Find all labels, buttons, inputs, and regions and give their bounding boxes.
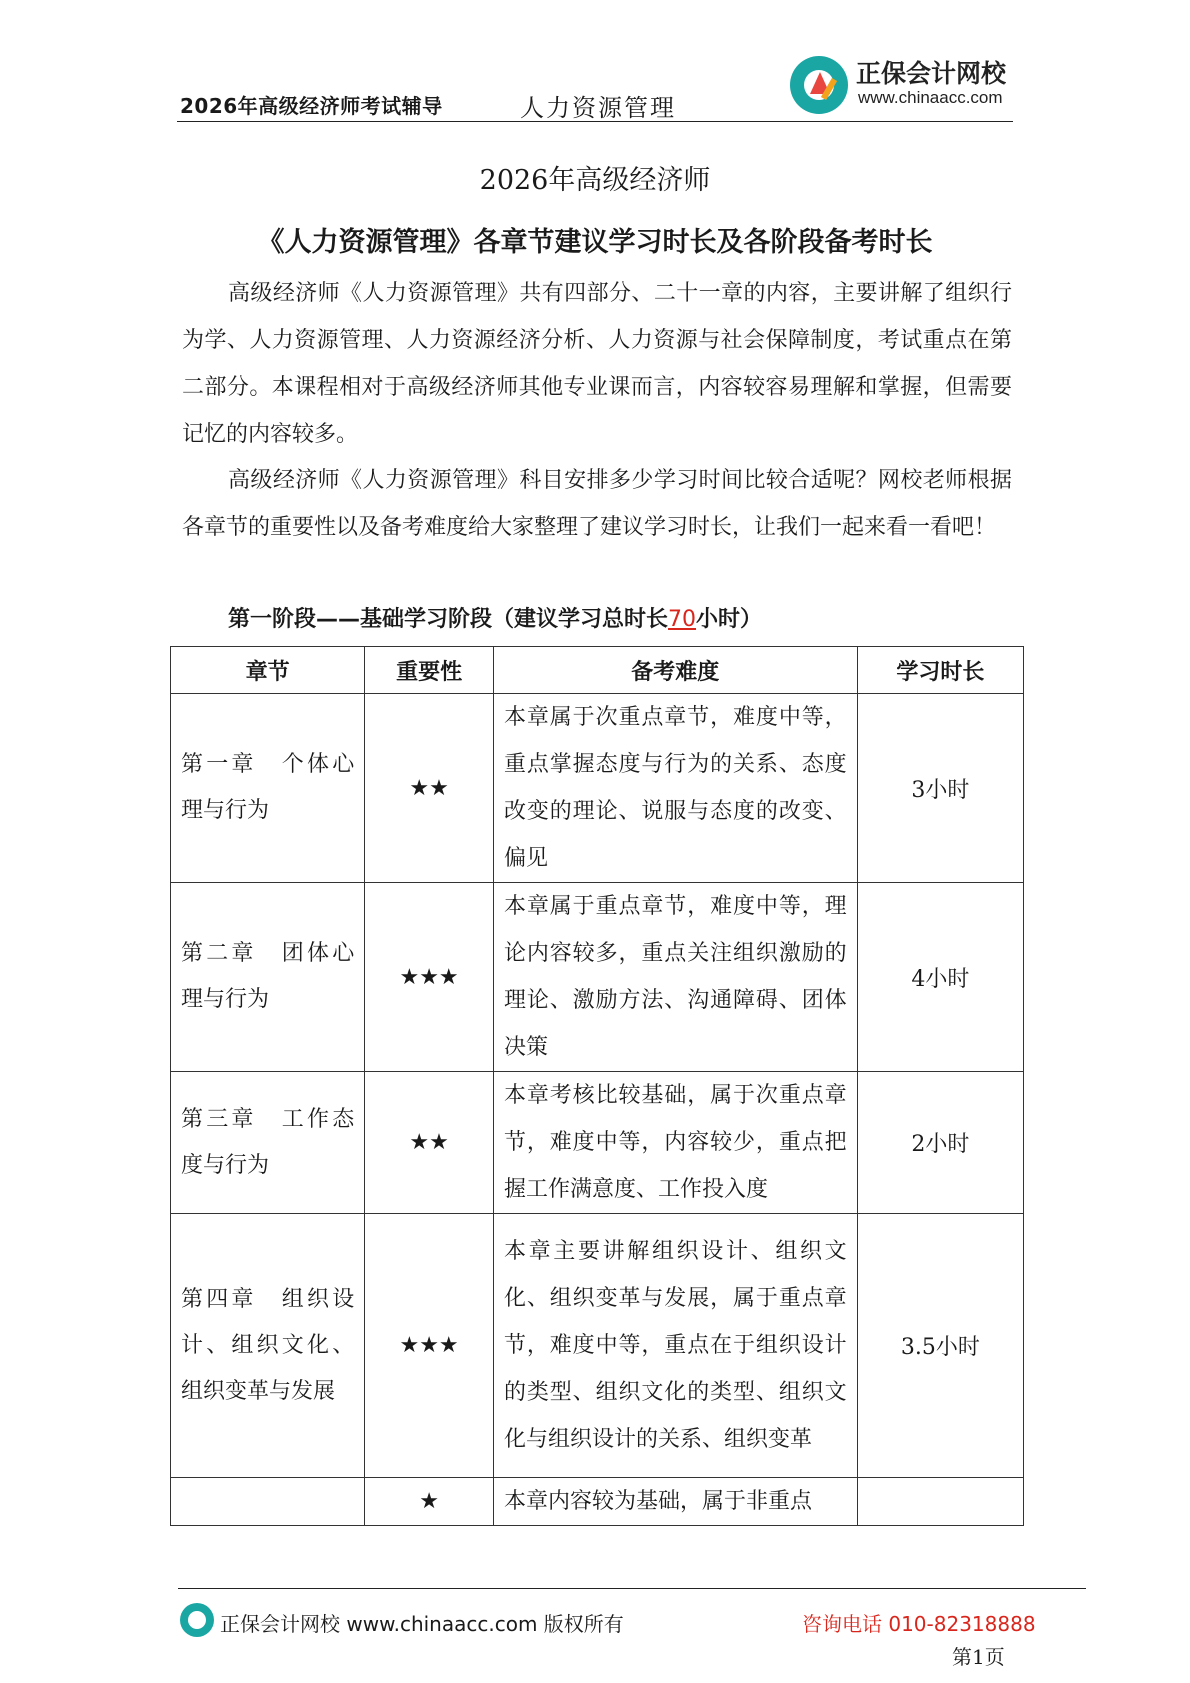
chapter-cell: 第四章 组织设计、组织文化、组织变革与发展	[171, 1214, 365, 1478]
guide-paragraph: 高级经济师《人力资源管理》科目安排多少学习时间比较合适呢？网校老师根据各章节的重要性以及备考难度给大家整理了建议学习时长，让我们一起来看一看吧！	[182, 468, 1012, 540]
doc-subtitle: 《人力资源管理》各章节建议学习时长及各阶段备考时长	[257, 227, 933, 258]
time-cell: 4小时	[857, 883, 1023, 1072]
importance-stars: ★	[365, 1478, 494, 1526]
doc-title: 2026年高级经济师	[479, 165, 711, 196]
footer-logo-icon	[180, 1603, 214, 1637]
header-divider	[177, 121, 1013, 122]
time-cell: 3小时	[857, 694, 1023, 883]
time-cell: 3.5小时	[857, 1214, 1023, 1478]
table-row	[171, 1214, 1024, 1478]
stage-suffix: 小时）	[696, 607, 763, 632]
brand-logo[interactable]	[790, 52, 1020, 112]
chapter-cell: 第二章 团体心理与行为	[171, 883, 365, 1072]
col-header-chapter: 章节	[171, 647, 365, 694]
col-header-time: 学习时长	[857, 647, 1023, 694]
importance-stars: ★★	[365, 1072, 494, 1214]
logo-icon	[790, 56, 848, 114]
footer-copyright: 正保会计网校 www.chinaacc.com 版权所有	[220, 1612, 624, 1636]
difficulty-cell: 本章主要讲解组织设计、组织文化、组织变革与发展，属于重点章节，难度中等，重点在于组织设计的类型、组织文化的类型、组织文化与组织设计的关系、组织变革	[493, 1214, 857, 1478]
chapter-cell	[171, 1478, 365, 1526]
header-exam-title: 2026年高级经济师考试辅导	[180, 94, 443, 118]
intro-paragraph: 高级经济师《人力资源管理》共有四部分、二十一章的内容，主要讲解了组织行为学、人力资源管理、人力资源经济分析、人力资源与社会保障制度，考试重点在第二部分。本课程相对于高级经济师其他专业课而言，内容较容易理解和掌握，但需要记忆的内容较多。	[182, 281, 1012, 447]
logo-url: www.chinaacc.com	[858, 88, 1003, 107]
importance-stars: ★★★	[365, 1214, 494, 1478]
study-time-table	[170, 646, 1024, 1526]
stage-heading	[228, 602, 762, 633]
stage-hours: 70	[668, 607, 697, 632]
footer-phone[interactable]: 咨询电话 010-82318888	[802, 1612, 1036, 1636]
header-subject: 人力资源管理	[520, 94, 676, 122]
difficulty-cell: 本章属于次重点章节，难度中等，重点掌握态度与行为的关系、态度改变的理论、说服与态度的改变、偏见	[493, 694, 857, 883]
col-header-difficulty: 备考难度	[493, 647, 857, 694]
time-cell	[857, 1478, 1023, 1526]
difficulty-cell: 本章属于重点章节，难度中等，理论内容较多，重点关注组织激励的理论、激励方法、沟通障碍、团体决策	[493, 883, 857, 1072]
difficulty-cell: 本章内容较为基础，属于非重点	[493, 1478, 857, 1526]
logo-name: 正保会计网校	[856, 59, 1007, 88]
chapter-cell: 第三章 工作态度与行为	[171, 1072, 365, 1214]
table-row	[171, 1072, 1024, 1214]
time-cell: 2小时	[857, 1072, 1023, 1214]
table-row	[171, 1478, 1024, 1526]
table-row	[171, 883, 1024, 1072]
stage-prefix: 第一阶段——基础学习阶段（建议学习总时长	[228, 607, 669, 632]
table-header-row	[171, 647, 1024, 694]
col-header-importance: 重要性	[365, 647, 494, 694]
difficulty-cell: 本章考核比较基础，属于次重点章节，难度中等，内容较少，重点把握工作满意度、工作投入度	[493, 1072, 857, 1214]
importance-stars: ★★	[365, 694, 494, 883]
footer-divider	[178, 1588, 1086, 1589]
table-row	[171, 694, 1024, 883]
importance-stars: ★★★	[365, 883, 494, 1072]
page-number: 第1页	[952, 1645, 1005, 1669]
chapter-cell: 第一章 个体心理与行为	[171, 694, 365, 883]
